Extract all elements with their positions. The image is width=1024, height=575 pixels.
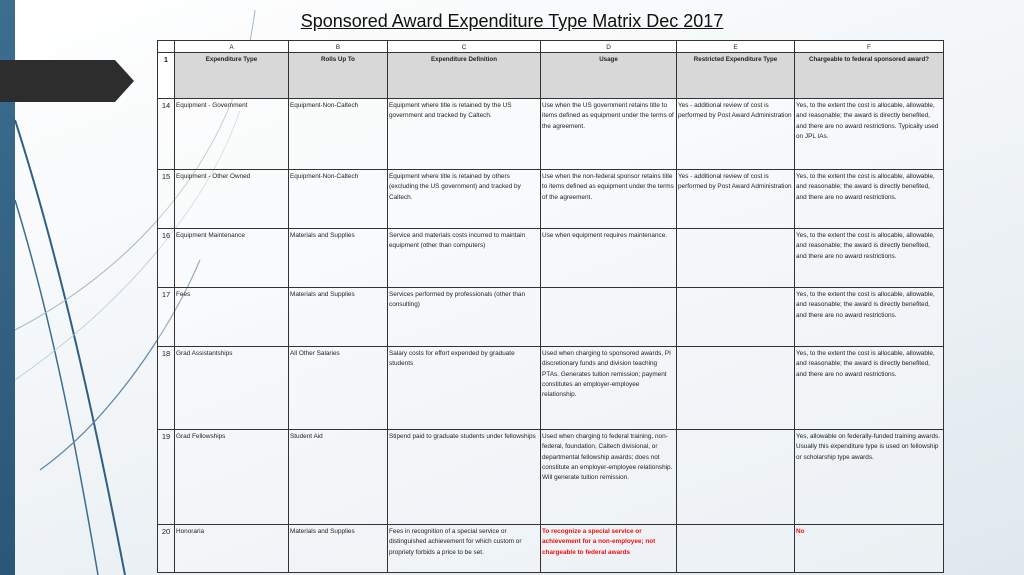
cell-rolls-up-to: Equipment-Non-Caltech	[289, 99, 388, 170]
cell-definition: Service and materials costs incurred to maintain equipment (other than computers)	[388, 229, 541, 288]
row-number: 1	[158, 53, 175, 99]
cell-usage: Used when charging to sponsored awards, PI discretionary funds and division teaching PTAs. Generates tuition remission; payment constitutes an employer-employee relationship.	[541, 347, 677, 430]
column-letter: A	[175, 41, 289, 53]
cell-definition: Equipment where title is retained by the US government and tracked by Caltech.	[388, 99, 541, 170]
cell-chargeable: Yes, to the extent the cost is allocable, allowable, and reasonable; the award is directly benefited, and there are no award restrictions.	[795, 170, 944, 229]
cell-usage: Used when charging to federal training, non-federal, foundation, Caltech divisional, or departmental fellowship awards; does not constitute an employer-employee relationship. Will generate tuition remission.	[541, 430, 677, 525]
table-row	[158, 430, 944, 525]
header-restricted-type: Restricted Expenditure Type	[677, 53, 795, 99]
row-number: 14	[158, 99, 175, 170]
table-row	[158, 99, 944, 170]
cell-definition: Fees in recognition of a special service or distinguished achievement for which custom or propriety forbids a price to be set.	[388, 525, 541, 573]
page-title: Sponsored Award Expenditure Type Matrix Dec 2017	[300, 11, 724, 31]
cell-expenditure-type: Equipment Maintenance	[175, 229, 289, 288]
cell-expenditure-type: Equipment - Other Owned	[175, 170, 289, 229]
expenditure-matrix-table	[157, 40, 944, 573]
cell-definition: Salary costs for effort expended by graduate students	[388, 347, 541, 430]
cell-rolls-up-to: Materials and Supplies	[289, 525, 388, 573]
row-number: 20	[158, 525, 175, 573]
header-expenditure-type: Expenditure Type	[175, 53, 289, 99]
cell-usage: Use when equipment requires maintenance.	[541, 229, 677, 288]
cell-chargeable: No	[795, 525, 944, 573]
cell-usage: Use when the non-federal sponsor retains title to items defined as equipment under the terms of the agreement.	[541, 170, 677, 229]
cell-usage: To recognize a special service or achievement for a non-employee; not chargeable to federal awards	[541, 525, 677, 573]
cell-expenditure-type: Fees	[175, 288, 289, 347]
column-letter: D	[541, 41, 677, 53]
table-row	[158, 170, 944, 229]
corner-cell	[158, 41, 175, 53]
cell-restricted: Yes - additional review of cost is performed by Post Award Administration	[677, 99, 795, 170]
row-number: 15	[158, 170, 175, 229]
column-letter: B	[289, 41, 388, 53]
header-chargeable: Chargeable to federal sponsored award?	[795, 53, 944, 99]
cell-rolls-up-to: Equipment-Non-Caltech	[289, 170, 388, 229]
table-row	[158, 288, 944, 347]
header-usage: Usage	[541, 53, 677, 99]
header-rolls-up-to: Rolls Up To	[289, 53, 388, 99]
cell-expenditure-type: Equipment - Government	[175, 99, 289, 170]
cell-rolls-up-to: Materials and Supplies	[289, 229, 388, 288]
row-number: 17	[158, 288, 175, 347]
cell-chargeable: Yes, to the extent the cost is allocable, allowable, and reasonable; the award is directly benefited, and there are no award restrictions.	[795, 229, 944, 288]
table-row	[158, 229, 944, 288]
row-number: 19	[158, 430, 175, 525]
header-row	[158, 53, 944, 99]
cell-usage: Use when the US government retains title to items defined as equipment under the terms of the agreement.	[541, 99, 677, 170]
column-letter-row	[158, 41, 944, 53]
cell-chargeable: Yes, to the extent the cost is allocable, allowable, and reasonable; the award is directly benefited, and there are no award restrictions. Typically used on JPL IAs.	[795, 99, 944, 170]
cell-restricted	[677, 288, 795, 347]
column-letter: C	[388, 41, 541, 53]
arrow-tab-shape	[0, 60, 134, 102]
column-letter: E	[677, 41, 795, 53]
row-number: 18	[158, 347, 175, 430]
cell-definition: Equipment where title is retained by others (excluding the US government) and tracked by Caltech.	[388, 170, 541, 229]
cell-expenditure-type: Honoraria	[175, 525, 289, 573]
header-expenditure-definition: Expenditure Definition	[388, 53, 541, 99]
row-number: 16	[158, 229, 175, 288]
cell-restricted	[677, 347, 795, 430]
cell-usage	[541, 288, 677, 347]
cell-rolls-up-to: All Other Salaries	[289, 347, 388, 430]
table-row	[158, 347, 944, 430]
cell-restricted	[677, 525, 795, 573]
cell-definition: Services performed by professionals (other than consulting)	[388, 288, 541, 347]
cell-chargeable: Yes, to the extent the cost is allocable, allowable, and reasonable; the award is directly benefited, and there are no award restrictions.	[795, 347, 944, 430]
cell-rolls-up-to: Materials and Supplies	[289, 288, 388, 347]
cell-expenditure-type: Grad Assistantships	[175, 347, 289, 430]
cell-restricted: Yes - additional review of cost is performed by Post Award Administration	[677, 170, 795, 229]
column-letter: F	[795, 41, 944, 53]
cell-rolls-up-to: Student Aid	[289, 430, 388, 525]
table-row	[158, 525, 944, 573]
cell-restricted	[677, 430, 795, 525]
cell-definition: Stipend paid to graduate students under fellowships	[388, 430, 541, 525]
cell-restricted	[677, 229, 795, 288]
cell-expenditure-type: Grad Fellowships	[175, 430, 289, 525]
cell-chargeable: Yes, allowable on federally-funded training awards. Usually this expenditure type is used on fellowship or scholarship type awards.	[795, 430, 944, 525]
cell-chargeable: Yes, to the extent the cost is allocable, allowable, and reasonable; the award is directly benefited, and there are no award restrictions.	[795, 288, 944, 347]
